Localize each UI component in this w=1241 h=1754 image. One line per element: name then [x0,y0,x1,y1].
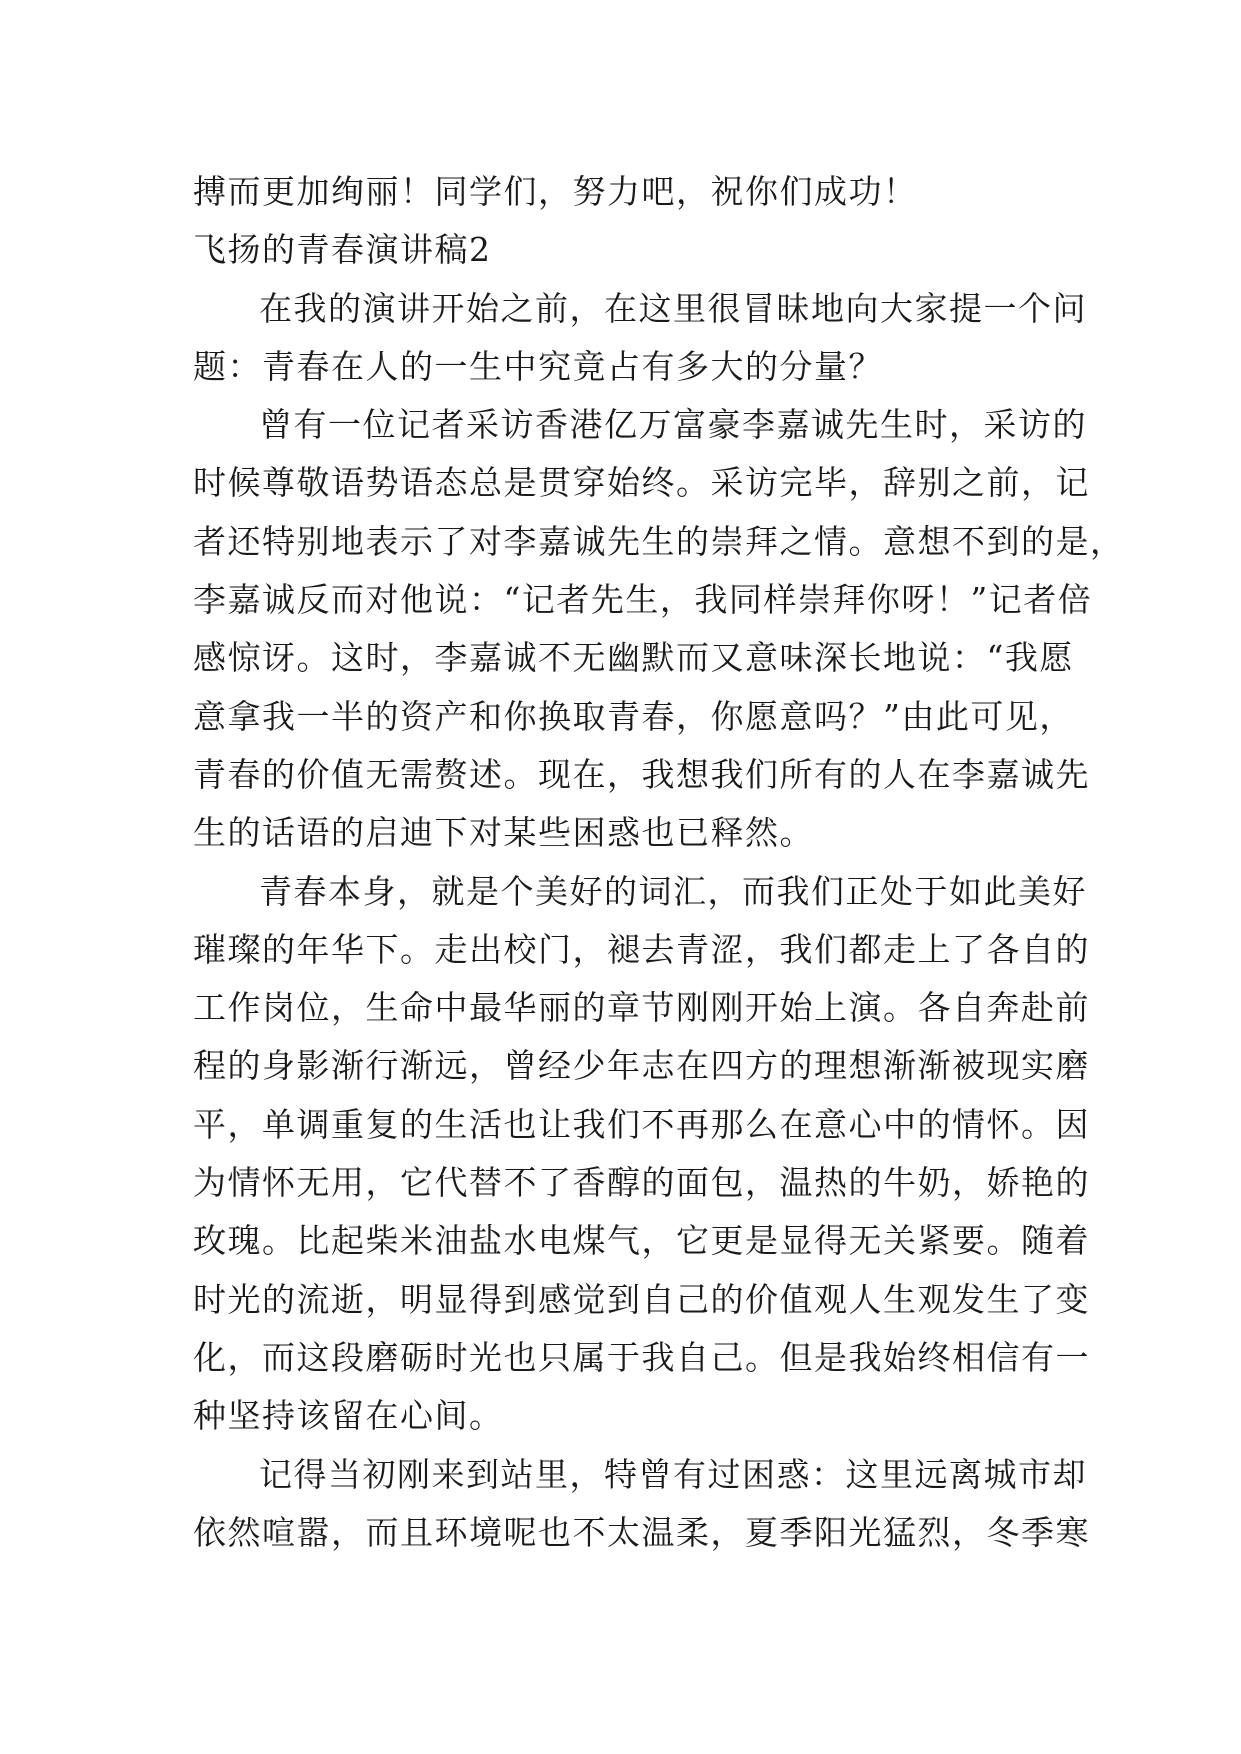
paragraph [193,396,1125,862]
paragraph-line: 者还特别地表示了对李嘉诚先生的崇拜之情。意想不到的是， [193,521,1125,561]
paragraph-line: 程的身影渐行渐远，曾经少年志在四方的理想渐渐被现实磨 [193,1046,1090,1086]
paragraph-line: 记得当初刚来到站里，特曾有过困惑：这里远离城市却 [259,1454,1087,1494]
paragraph-line: 依然喧嚣，而且环境呢也不太温柔，夏季阳光猛烈，冬季寒 [193,1512,1090,1552]
paragraph-line: 种坚持该留在心间。 [193,1396,504,1436]
paragraph-line: 感惊讶。这时，李嘉诚不无幽默而又意味深长地说：“我愿 [193,638,1074,678]
paragraph [193,1446,1090,1563]
section-heading: 飞扬的青春演讲稿2 [193,230,492,270]
paragraph-line: 时光的流逝，明显得到感觉到自己的价值观人生观发生了变 [193,1279,1090,1319]
paragraph-line: 平，单调重复的生活也让我们不再那么在意心中的情怀。因 [193,1104,1090,1144]
paragraph-line: 在我的演讲开始之前，在这里很冒昧地向大家提一个问 [259,288,1087,328]
paragraph-line: 为情怀无用，它代替不了香醇的面包，温热的牛奶，娇艳的 [193,1163,1090,1203]
continuation-line: 搏而更加绚丽！同学们，努力吧，祝你们成功！ [193,172,918,211]
document-body [193,163,1125,1562]
paragraph-line: 曾有一位记者采访香港亿万富豪李嘉诚先生时，采访的 [259,405,1087,445]
paragraph-line: 青春本身，就是个美好的词汇，而我们正处于如此美好 [259,871,1087,911]
paragraph [193,280,1087,397]
paragraph [193,863,1090,1446]
paragraph-line: 化，而这段磨砺时光也只属于我自己。但是我始终相信有一 [193,1337,1090,1377]
paragraph-line: 玫瑰。比起柴米油盐水电煤气，它更是显得无关紧要。随着 [193,1221,1090,1261]
paragraph-line: 工作岗位，生命中最华丽的章节刚刚开始上演。各自奔赴前 [193,988,1090,1028]
paragraph-line: 李嘉诚反而对他说：“记者先生，我同样崇拜你呀！”记者倍 [193,580,1093,620]
paragraph-line: 意拿我一半的资产和你换取青春，你愿意吗？”由此可见， [193,696,1074,736]
paragraph-line: 时候尊敬语势语态总是贯穿始终。采访完毕，辞别之前，记 [193,463,1090,503]
paragraph-line: 璀璨的年华下。走出校门，褪去青涩，我们都走上了各自的 [193,929,1090,969]
paragraph-line: 生的话语的启迪下对某些困惑也已释然。 [193,813,814,853]
paragraph-line: 题：青春在人的一生中究竟占有多大的分量？ [193,346,883,386]
paragraph-line: 青春的价值无需赘述。现在，我想我们所有的人在李嘉诚先 [193,754,1090,794]
